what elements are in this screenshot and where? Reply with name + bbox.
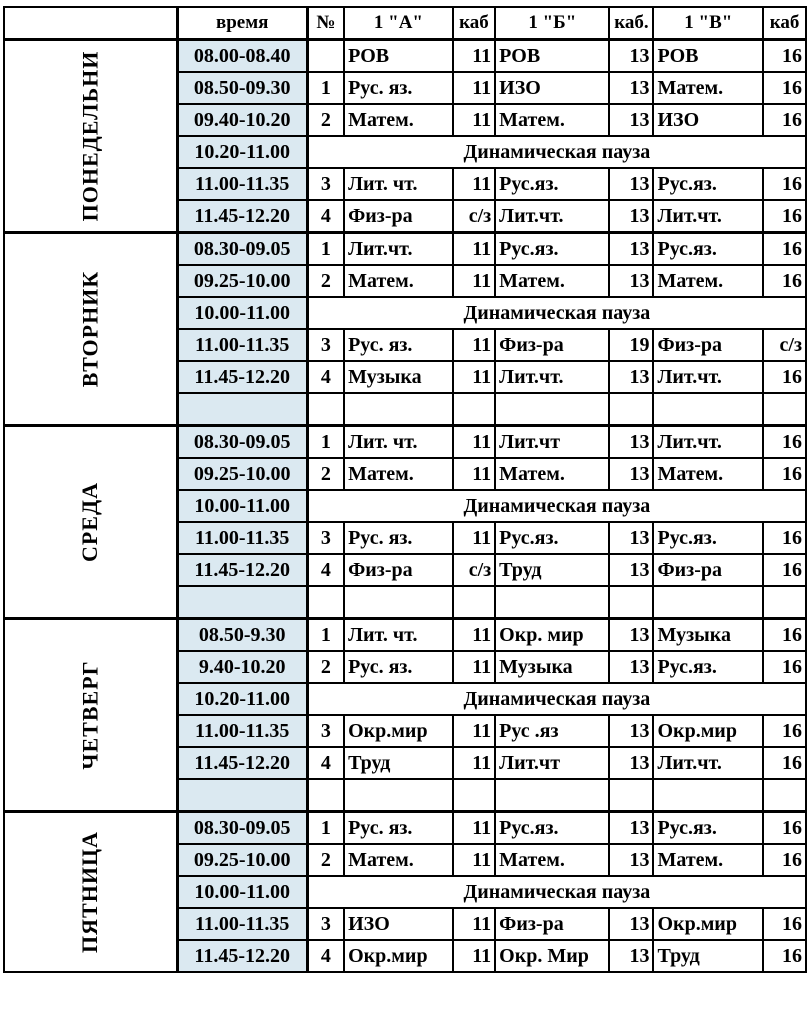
- room-class-b: 13: [609, 619, 653, 652]
- subject-class-c: Лит.чт.: [653, 747, 763, 779]
- subject-class-a: Рус. яз.: [344, 72, 453, 104]
- subject-class-c: Труд: [653, 940, 763, 972]
- subject-class-c: [653, 779, 763, 812]
- subject-class-b: Матем.: [495, 458, 609, 490]
- subject-class-b: Рус.яз.: [495, 168, 609, 200]
- room-class-a: [453, 393, 495, 426]
- subject-class-b: [495, 779, 609, 812]
- lesson-time: 11.45-12.20: [177, 940, 307, 972]
- lesson-time: 08.30-09.05: [177, 812, 307, 845]
- subject-class-a: Рус. яз.: [344, 812, 453, 845]
- room-class-c: 16: [763, 72, 806, 104]
- room-class-b: [609, 586, 653, 619]
- subject-class-c: Матем.: [653, 265, 763, 297]
- room-class-a: 11: [453, 940, 495, 972]
- lesson-time: 10.00-11.00: [177, 876, 307, 908]
- lesson-time: 11.45-12.20: [177, 747, 307, 779]
- lesson-number: 2: [307, 104, 344, 136]
- room-class-a: 11: [453, 715, 495, 747]
- lesson-number: 2: [307, 265, 344, 297]
- header-num: №: [307, 7, 344, 40]
- subject-class-a: Рус. яз.: [344, 522, 453, 554]
- room-class-b: 13: [609, 361, 653, 393]
- room-class-c: 16: [763, 233, 806, 266]
- lesson-time: [177, 779, 307, 812]
- lesson-number: 1: [307, 233, 344, 266]
- subject-class-c: Рус.яз.: [653, 522, 763, 554]
- pause-label: Динамическая пауза: [307, 136, 806, 168]
- subject-class-c: РОВ: [653, 40, 763, 73]
- room-class-c: 16: [763, 940, 806, 972]
- room-class-c: [763, 779, 806, 812]
- subject-class-b: Матем.: [495, 265, 609, 297]
- subject-class-c: Рус.яз.: [653, 168, 763, 200]
- subject-class-b: Матем.: [495, 844, 609, 876]
- subject-class-b: Окр. мир: [495, 619, 609, 652]
- room-class-a: 11: [453, 908, 495, 940]
- lesson-time: 08.50-9.30: [177, 619, 307, 652]
- lesson-time: 08.00-08.40: [177, 40, 307, 73]
- lesson-time: 10.00-11.00: [177, 297, 307, 329]
- subject-class-c: Рус.яз.: [653, 812, 763, 845]
- room-class-b: 13: [609, 200, 653, 233]
- room-class-b: 13: [609, 233, 653, 266]
- room-class-c: 16: [763, 458, 806, 490]
- subject-class-b: [495, 586, 609, 619]
- subject-class-a: [344, 779, 453, 812]
- lesson-time: 08.50-09.30: [177, 72, 307, 104]
- lesson-row: [4, 40, 806, 73]
- room-class-a: [453, 779, 495, 812]
- subject-class-b: Физ-ра: [495, 329, 609, 361]
- subject-class-a: Окр.мир: [344, 940, 453, 972]
- room-class-b: [609, 779, 653, 812]
- subject-class-b: [495, 393, 609, 426]
- room-class-b: 13: [609, 40, 653, 73]
- header-class-b: 1 "Б": [495, 7, 609, 40]
- subject-class-c: [653, 586, 763, 619]
- subject-class-c: Матем.: [653, 72, 763, 104]
- day-label: [4, 619, 177, 812]
- day-name: ПОНЕДЕЛЬНИ: [77, 50, 103, 221]
- lesson-time: 11.45-12.20: [177, 200, 307, 233]
- subject-class-c: Окр.мир: [653, 715, 763, 747]
- room-class-b: 13: [609, 844, 653, 876]
- lesson-number: 1: [307, 619, 344, 652]
- room-class-c: 16: [763, 715, 806, 747]
- room-class-b: 13: [609, 168, 653, 200]
- room-class-b: 13: [609, 426, 653, 459]
- lesson-time: 09.25-10.00: [177, 458, 307, 490]
- subject-class-b: Физ-ра: [495, 908, 609, 940]
- room-class-a: 11: [453, 40, 495, 73]
- lesson-number: 1: [307, 426, 344, 459]
- room-class-b: 13: [609, 651, 653, 683]
- subject-class-c: Лит.чт.: [653, 426, 763, 459]
- subject-class-c: Окр.мир: [653, 908, 763, 940]
- lesson-number: 4: [307, 747, 344, 779]
- room-class-a: 11: [453, 104, 495, 136]
- subject-class-a: Матем.: [344, 265, 453, 297]
- room-class-c: 16: [763, 619, 806, 652]
- room-class-a: 11: [453, 233, 495, 266]
- subject-class-a: ИЗО: [344, 908, 453, 940]
- room-class-a: [453, 586, 495, 619]
- header-room-b: каб.: [609, 7, 653, 40]
- day-label: [4, 426, 177, 619]
- header-class-c: 1 "В": [653, 7, 763, 40]
- room-class-c: 16: [763, 908, 806, 940]
- room-class-c: 16: [763, 361, 806, 393]
- lesson-time: 10.20-11.00: [177, 136, 307, 168]
- room-class-a: с/з: [453, 554, 495, 586]
- subject-class-c: ИЗО: [653, 104, 763, 136]
- subject-class-a: Матем.: [344, 104, 453, 136]
- subject-class-a: Лит. чт.: [344, 619, 453, 652]
- pause-label: Динамическая пауза: [307, 683, 806, 715]
- room-class-a: 11: [453, 522, 495, 554]
- room-class-b: 13: [609, 522, 653, 554]
- room-class-b: 13: [609, 72, 653, 104]
- subject-class-a: Окр.мир: [344, 715, 453, 747]
- lesson-number: 1: [307, 812, 344, 845]
- room-class-c: 16: [763, 426, 806, 459]
- room-class-b: [609, 393, 653, 426]
- lesson-time: 10.00-11.00: [177, 490, 307, 522]
- subject-class-c: Физ-ра: [653, 329, 763, 361]
- lesson-time: 11.00-11.35: [177, 715, 307, 747]
- room-class-a: 11: [453, 72, 495, 104]
- subject-class-b: Музыка: [495, 651, 609, 683]
- lesson-number: [307, 779, 344, 812]
- room-class-c: 16: [763, 104, 806, 136]
- lesson-number: 3: [307, 329, 344, 361]
- day-label: [4, 40, 177, 233]
- corner-cell: [4, 7, 177, 40]
- subject-class-b: Рус.яз.: [495, 812, 609, 845]
- lesson-time: 11.45-12.20: [177, 361, 307, 393]
- room-class-a: 11: [453, 265, 495, 297]
- subject-class-a: Рус. яз.: [344, 651, 453, 683]
- lesson-time: 11.00-11.35: [177, 522, 307, 554]
- room-class-c: 16: [763, 168, 806, 200]
- room-class-b: 13: [609, 747, 653, 779]
- subject-class-c: Рус.яз.: [653, 651, 763, 683]
- subject-class-a: Лит. чт.: [344, 168, 453, 200]
- room-class-c: [763, 393, 806, 426]
- day-name: ЧЕТВЕРГ: [77, 659, 103, 770]
- subject-class-c: Лит.чт.: [653, 200, 763, 233]
- header-class-a: 1 "А": [344, 7, 453, 40]
- lesson-time: 09.40-10.20: [177, 104, 307, 136]
- room-class-c: 16: [763, 554, 806, 586]
- room-class-c: 16: [763, 522, 806, 554]
- lesson-time: 11.45-12.20: [177, 554, 307, 586]
- header-room-a: каб: [453, 7, 495, 40]
- lesson-number: 4: [307, 554, 344, 586]
- lesson-time: 09.25-10.00: [177, 844, 307, 876]
- lesson-number: [307, 586, 344, 619]
- lesson-time: 11.00-11.35: [177, 329, 307, 361]
- room-class-b: 13: [609, 104, 653, 136]
- room-class-c: 16: [763, 40, 806, 73]
- room-class-c: 16: [763, 651, 806, 683]
- lesson-row: [4, 619, 806, 652]
- day-name: ВТОРНИК: [77, 270, 103, 387]
- lesson-time: [177, 586, 307, 619]
- subject-class-b: Матем.: [495, 104, 609, 136]
- subject-class-b: Лит.чт: [495, 747, 609, 779]
- day-name: СРЕДА: [77, 481, 103, 562]
- lesson-time: 11.00-11.35: [177, 908, 307, 940]
- day-name: ПЯТНИЦА: [77, 830, 103, 953]
- subject-class-b: Лит.чт: [495, 426, 609, 459]
- room-class-b: 13: [609, 908, 653, 940]
- lesson-time: 10.20-11.00: [177, 683, 307, 715]
- room-class-c: 16: [763, 200, 806, 233]
- room-class-a: 11: [453, 426, 495, 459]
- room-class-a: 11: [453, 619, 495, 652]
- subject-class-a: РОВ: [344, 40, 453, 73]
- lesson-number: 3: [307, 715, 344, 747]
- room-class-c: 16: [763, 844, 806, 876]
- subject-class-a: Физ-ра: [344, 554, 453, 586]
- header-room-c: каб: [763, 7, 806, 40]
- subject-class-a: Физ-ра: [344, 200, 453, 233]
- subject-class-c: Матем.: [653, 458, 763, 490]
- subject-class-b: Рус .яз: [495, 715, 609, 747]
- room-class-b: 13: [609, 265, 653, 297]
- subject-class-c: Рус.яз.: [653, 233, 763, 266]
- lesson-time: [177, 393, 307, 426]
- lesson-time: 09.25-10.00: [177, 265, 307, 297]
- schedule-wrapper: [3, 6, 807, 973]
- subject-class-a: Лит.чт.: [344, 233, 453, 266]
- subject-class-a: [344, 586, 453, 619]
- room-class-c: 16: [763, 747, 806, 779]
- lesson-number: 4: [307, 940, 344, 972]
- subject-class-a: Рус. яз.: [344, 329, 453, 361]
- subject-class-c: Музыка: [653, 619, 763, 652]
- lesson-number: [307, 40, 344, 73]
- subject-class-b: Труд: [495, 554, 609, 586]
- subject-class-b: Окр. Мир: [495, 940, 609, 972]
- lesson-number: 4: [307, 200, 344, 233]
- pause-label: Динамическая пауза: [307, 876, 806, 908]
- room-class-a: 11: [453, 747, 495, 779]
- lesson-number: 2: [307, 844, 344, 876]
- room-class-a: 11: [453, 812, 495, 845]
- lesson-number: 3: [307, 522, 344, 554]
- day-label: [4, 812, 177, 973]
- subject-class-a: Труд: [344, 747, 453, 779]
- day-label: [4, 233, 177, 426]
- lesson-number: 3: [307, 168, 344, 200]
- header-row: [4, 7, 806, 40]
- subject-class-c: [653, 393, 763, 426]
- lesson-number: 1: [307, 72, 344, 104]
- subject-class-b: ИЗО: [495, 72, 609, 104]
- subject-class-c: Физ-ра: [653, 554, 763, 586]
- schedule-table: [3, 6, 807, 973]
- subject-class-b: Рус.яз.: [495, 233, 609, 266]
- subject-class-a: Лит. чт.: [344, 426, 453, 459]
- room-class-a: с/з: [453, 200, 495, 233]
- pause-label: Динамическая пауза: [307, 490, 806, 522]
- subject-class-b: Рус.яз.: [495, 522, 609, 554]
- lesson-row: [4, 426, 806, 459]
- room-class-b: 13: [609, 812, 653, 845]
- lesson-row: [4, 233, 806, 266]
- room-class-a: 11: [453, 844, 495, 876]
- subject-class-b: РОВ: [495, 40, 609, 73]
- room-class-b: 19: [609, 329, 653, 361]
- lesson-time: 08.30-09.05: [177, 426, 307, 459]
- subject-class-a: Матем.: [344, 844, 453, 876]
- lesson-number: 2: [307, 651, 344, 683]
- header-time: время: [177, 7, 307, 40]
- room-class-a: 11: [453, 361, 495, 393]
- room-class-b: 13: [609, 554, 653, 586]
- lesson-number: 3: [307, 908, 344, 940]
- room-class-a: 11: [453, 458, 495, 490]
- lesson-time: 11.00-11.35: [177, 168, 307, 200]
- room-class-c: [763, 586, 806, 619]
- room-class-a: 11: [453, 329, 495, 361]
- room-class-c: с/з: [763, 329, 806, 361]
- lesson-number: 4: [307, 361, 344, 393]
- room-class-b: 13: [609, 458, 653, 490]
- lesson-number: [307, 393, 344, 426]
- subject-class-a: Музыка: [344, 361, 453, 393]
- room-class-b: 13: [609, 940, 653, 972]
- room-class-a: 11: [453, 651, 495, 683]
- lesson-number: 2: [307, 458, 344, 490]
- room-class-c: 16: [763, 812, 806, 845]
- room-class-c: 16: [763, 265, 806, 297]
- pause-label: Динамическая пауза: [307, 297, 806, 329]
- room-class-b: 13: [609, 715, 653, 747]
- subject-class-c: Лит.чт.: [653, 361, 763, 393]
- lesson-time: 9.40-10.20: [177, 651, 307, 683]
- room-class-a: 11: [453, 168, 495, 200]
- subject-class-a: [344, 393, 453, 426]
- subject-class-c: Матем.: [653, 844, 763, 876]
- lesson-row: [4, 812, 806, 845]
- subject-class-b: Лит.чт.: [495, 200, 609, 233]
- subject-class-b: Лит.чт.: [495, 361, 609, 393]
- lesson-time: 08.30-09.05: [177, 233, 307, 266]
- subject-class-a: Матем.: [344, 458, 453, 490]
